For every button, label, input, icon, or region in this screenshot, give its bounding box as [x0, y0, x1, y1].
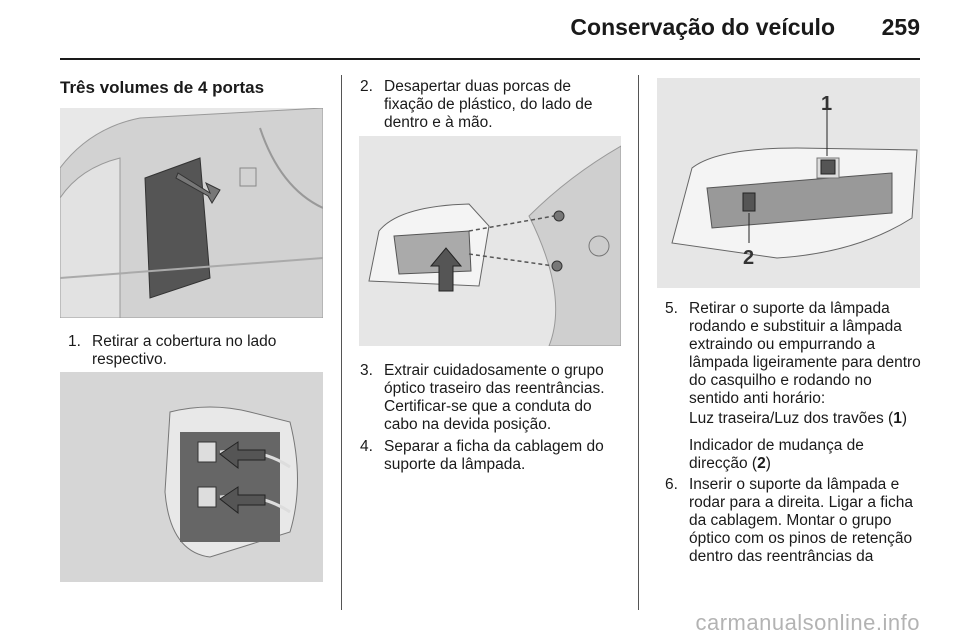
step-text: Separar a ficha da cablagem do suporte da lâmpada. [384, 438, 604, 473]
step-3 [360, 362, 622, 434]
step-5 [665, 300, 923, 408]
step-1 [68, 333, 323, 369]
column-divider-1 [341, 75, 342, 610]
step-number: 5. [665, 300, 678, 317]
watermark: carmanualsonline.info [695, 610, 920, 635]
bulb-item-text: Indicador de mudança de direcção ( [689, 437, 864, 472]
step-number: 1. [68, 333, 81, 350]
page-number: 259 [881, 14, 920, 40]
callout-number: 1 [893, 410, 902, 427]
step-text: Retirar o suporte da lâmpada rodando e substituir a lâmpada extraindo ou empurrando a lâmpada ligeiramente para dentro do casquilho e rodando no sentido anti horário: [689, 300, 921, 407]
bulb-item-indicator [689, 437, 923, 473]
step-number: 6. [665, 476, 678, 493]
step-number: 3. [360, 362, 373, 379]
callout-number: 2 [757, 455, 766, 472]
bulb-item-tail-brake [689, 410, 923, 428]
callout-label-1: 1 [821, 93, 833, 115]
step-number: 2. [360, 78, 373, 95]
section-title: Três volumes de 4 portas [60, 78, 265, 97]
step-text: Retirar a cobertura no lado respectivo. [92, 333, 277, 368]
figure-trunk-cover [60, 108, 323, 318]
figure-tail-lamp-nuts [359, 136, 621, 346]
step-number: 4. [360, 438, 373, 455]
bulb-item-end: ) [901, 410, 907, 427]
step-text: Inserir o suporte da lâmpada e rodar para a direita. Ligar a ficha da cablagem. Montar o grupo óptico com os pinos de retenção dentro das reentrâncias da [689, 476, 914, 565]
bulb-item-text: Luz traseira/Luz dos travões ( [689, 410, 894, 427]
step-6 [665, 476, 923, 566]
header-rule [60, 58, 920, 60]
step-text: Desapertar duas porcas de fixação de plástico, do lado de dentro e à mão. [384, 78, 593, 131]
step-4 [360, 438, 622, 474]
step-2 [360, 78, 622, 132]
bulb-item-end: ) [765, 455, 771, 472]
step-text: Extrair cuidadosamente o grupo óptico traseiro das reentrâncias. Certificar-se que a conduta do cabo na devida posição. [384, 362, 605, 433]
column-divider-2 [638, 75, 639, 610]
page-header-title: Conservação do veículo [570, 14, 835, 40]
callout-label-2: 2 [743, 247, 755, 269]
figure-lamp-connectors [60, 372, 323, 582]
figure-bulb-holders [657, 78, 920, 288]
